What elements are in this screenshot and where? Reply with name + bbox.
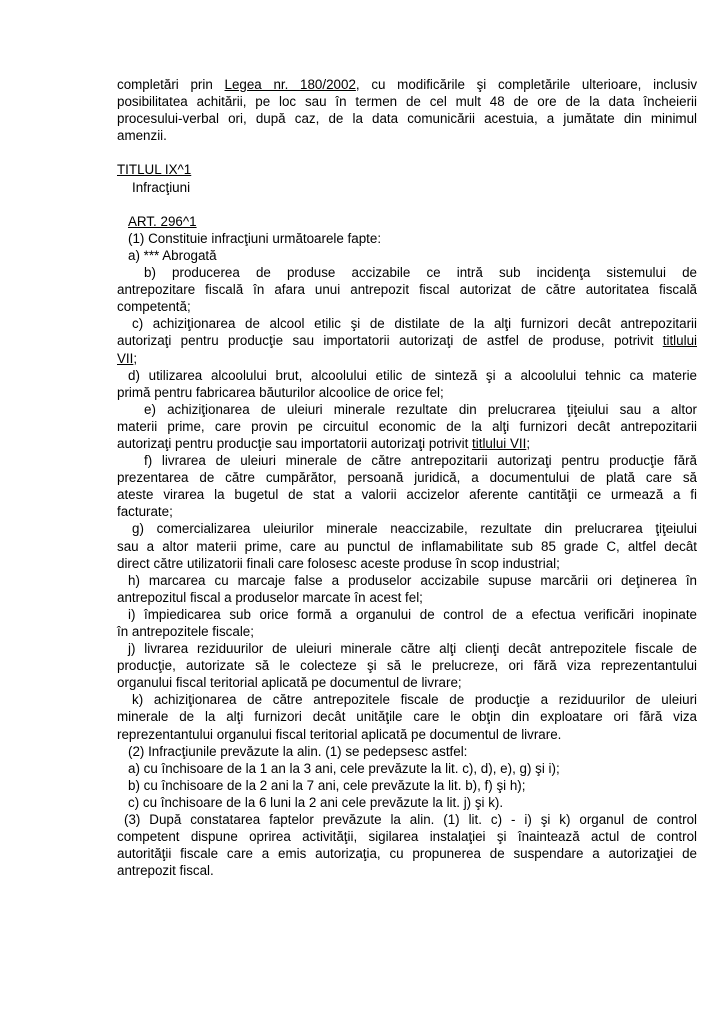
penalty-c: c) cu închisoare de la 6 luni la 2 ani cele prevăzute la lit. j) şi k).: [128, 794, 504, 810]
text-line: b) producerea de produse accizabile ce intră sub incidenţa sistemului de: [144, 265, 697, 281]
text-line: e) achiziţionarea de uleiuri minerale rezultate din prelucrarea ţiţeiului sau a altor: [144, 401, 697, 417]
spacer: [117, 196, 697, 213]
text-line: autorităţii fiscale care a emis autorizaţia, cu propunerea de suspendare a autorizaţiei de: [117, 846, 697, 862]
text-span: , cu modificările şi completările ulterioare, inclusiv: [355, 77, 698, 92]
text-line: antrepozitare fiscală în afara unui antrepozit fiscal autorizat de către autoritatea fiscală: [117, 282, 697, 298]
text-line: c) achiziţionarea de alcool etilic şi de distilate de la alţi furnizori decât antrepozitarii: [132, 316, 697, 332]
text-line: antrepozit fiscal.: [117, 863, 214, 879]
title-subheading: Infracţiuni: [132, 179, 191, 195]
text-line: g) comercializarea uleiurilor minerale neaccizabile, rezultate din prelucrarea ţiţeiului: [132, 521, 697, 537]
penalty-a: a) cu închisoare de la 1 an la 3 ani, cele prevăzute la lit. c), d), e), g) şi i);: [128, 760, 560, 776]
text-line: [117, 332, 697, 349]
law-link[interactable]: Legea nr. 180/2002: [224, 77, 356, 92]
paragraph-1-intro: (1) Constituie infracţiuni următoarele fapte:: [128, 230, 382, 246]
text-line: (2) Infracţiunile prevăzute la alin. (1) se pedepsesc astfel:: [128, 743, 468, 759]
text-line: i) împiedicarea sub orice formă a organului de control de a efectua verificări inopinate: [128, 606, 697, 622]
intro-paragraph: [117, 76, 697, 144]
item-e: [117, 401, 697, 452]
text-span: ;: [526, 435, 531, 451]
text-line: [117, 76, 697, 93]
text-span: ;: [133, 350, 138, 366]
text-line: posibilitatea achitării, pe loc sau în termen de cel mult 48 de ore de la data încheierii: [117, 94, 697, 110]
text-line: primă pentru fabricarea băuturilor alcoolice de orice fel;: [117, 384, 444, 400]
text-line: materii prime, care provin pe circuitul economic de la alţi furnizori decât antrepozitarii: [117, 418, 697, 434]
item-d: [117, 367, 697, 401]
text-line: facturate;: [117, 504, 173, 520]
text-line: k) achiziţionarea de către antrepozitele fiscale de producţie a reziduurilor de uleiuri: [132, 692, 697, 708]
item-i: [117, 606, 697, 640]
title-vii-link[interactable]: VII: [117, 350, 134, 366]
text-line: în antrepozitele fiscale;: [117, 624, 254, 639]
item-h: [117, 572, 697, 606]
item-b: [117, 264, 697, 315]
item-c: [117, 315, 697, 366]
text-line: amenzii.: [117, 128, 167, 144]
text-line: procesului-verbal ori, după caz, de la data comunicării acestuia, a jumătate din minimul: [117, 111, 697, 127]
article-heading-text: ART. 296^1: [128, 213, 197, 229]
text-line: antrepozitul fiscal a produselor marcate în acest fel;: [117, 589, 423, 605]
text-line: sau a altor materii prime, care au punctul de inflamabilitate sub 85 grade C, altfel decât: [117, 538, 697, 554]
text-line: f) livrarea de uleiuri minerale de către antrepozitarii autorizaţi pentru producţie fără: [144, 453, 697, 469]
text-line: competentă;: [117, 299, 191, 315]
title-vii-link[interactable]: titlului: [662, 333, 697, 349]
item-k: [117, 691, 697, 742]
item-a: a) *** Abrogată: [128, 247, 217, 263]
text-line: producţie, autorizate să le colecteze şi să le prelucreze, ori fără viza reprezentantului: [117, 658, 697, 674]
title-heading: [117, 161, 697, 178]
penalty-b: b) cu închisoare de la 2 ani la 7 ani, cele prevăzute la lit. b), f) şi h);: [128, 777, 526, 793]
text-line: minerale de la alţi furnizori decât unităţile care le obţin din exploatare ori fără viza: [117, 709, 697, 725]
text-line: j) livrarea reziduurilor de uleiuri minerale către alţi clienţi decât antrepozitele fiscale de: [128, 641, 697, 657]
text-line: ateste virarea la bugetul de stat a valorii accizelor aferente cantităţii ce urmează a fi: [117, 487, 697, 503]
text-line: [117, 435, 697, 452]
spacer: [117, 144, 697, 161]
text-line: competent dispune oprirea activităţii, sigilarea instalaţiei şi înaintează actul de control: [117, 829, 697, 845]
item-j: [117, 640, 697, 691]
text-span: autorizaţi pentru producţie sau importatorii autorizaţi potrivit: [117, 435, 473, 451]
document-page: [117, 76, 697, 879]
text-span: completări prin: [117, 77, 225, 92]
item-g: [117, 520, 697, 571]
text-line: d) utilizarea alcoolului brut, alcoolului etilic de sinteză şi a alcoolului tehnic ca materie: [128, 367, 697, 383]
article-heading: [117, 213, 697, 230]
text-line: reprezentantului organului fiscal teritorial aplicată pe documentul de livrare.: [117, 726, 562, 742]
text-line: prezentarea de către cumpărător, persoană juridică, a documentului de plată care să: [117, 470, 697, 486]
text-line: direct către utilizatorii finali care folosesc aceste produse în scop industrial;: [117, 555, 560, 571]
paragraph-3: [117, 811, 697, 879]
paragraph-2: [117, 743, 697, 811]
text-span: autorizaţi pentru producţie sau importatorii autorizaţi de astfel de produse, potrivit: [117, 333, 663, 349]
item-f: [117, 452, 697, 520]
text-line: h) marcarea cu marcaje false a produselor accizabile supuse marcării ori deţinerea în: [128, 572, 697, 588]
title-heading-text: TITLUL IX^1: [117, 162, 192, 178]
text-line: organului fiscal teritorial aplicată pe documentul de livrare;: [117, 675, 462, 691]
text-line: [117, 350, 697, 367]
text-line: (3) După constatarea faptelor prevăzute la alin. (1) lit. c) - i) şi k) organul de control: [124, 812, 697, 828]
title-vii-link[interactable]: titlului VII: [472, 435, 527, 451]
